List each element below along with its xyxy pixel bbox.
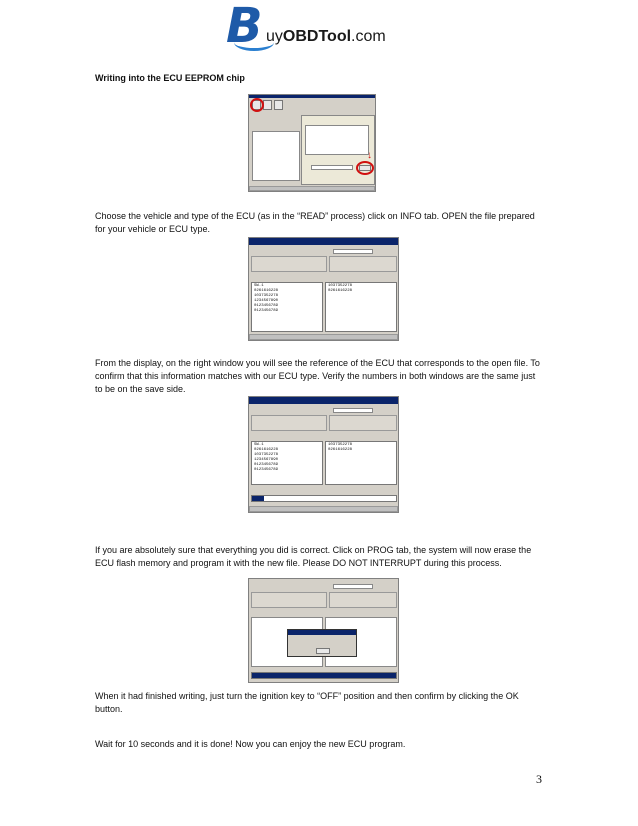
logo-text-domain: .com (351, 28, 386, 45)
red-arrow-icon: ↓ (367, 150, 372, 161)
logo-text-uy: uy (266, 28, 283, 45)
page-number: 3 (536, 772, 542, 786)
ok-button (316, 648, 330, 654)
ecu-info-list-left: SW.1 0261616228 1037352278 1234567890 0123456789 0123456789 (251, 441, 323, 485)
finish-dialog (287, 629, 357, 657)
ecu-info-list-left: SW.1 0261616228 1037352278 1234567890 0123456789 0123456789 (251, 282, 323, 332)
info-group (329, 256, 397, 272)
info-group (329, 592, 397, 608)
screenshot-info-compare (248, 237, 399, 341)
list-pane (252, 131, 300, 181)
ecu-info-list-right: 1037352278 0261616228 (325, 282, 397, 332)
programming-progress-bar (251, 495, 397, 502)
info-group (329, 415, 397, 431)
progress-fill (252, 673, 396, 678)
status-bar (249, 506, 398, 512)
toolbar-button (274, 100, 283, 110)
dialog-titlebar (288, 630, 356, 635)
window-titlebar (249, 397, 398, 404)
paragraph-prog-warning: If you are absolutely sure that everything you did is correct. Click on PROG tab, the system will now erase the ECU flash memory and program it with the new file. Please DO NOT INTERRUPT during this process. (95, 545, 532, 568)
vehicle-selector (333, 249, 373, 254)
logo-text (266, 28, 386, 46)
options-group (251, 415, 327, 431)
programming-progress-bar (251, 672, 397, 679)
paragraph-choose-vehicle: Choose the vehicle and type of the ECU (as in the “READ” process) click on INFO tab. OPEN the file prepared for your vehicle or ECU type. (95, 211, 535, 234)
vehicle-selector (333, 584, 373, 589)
window-titlebar (249, 238, 398, 245)
options-group (251, 256, 327, 272)
paragraph-confirm-info: From the display, on the right window you will see the reference of the ECU that corresponds to the open file. To confirm that this information matches with our ECU type. Verify the numbers in both windows are the same just to be on the save side. (95, 358, 540, 394)
window-titlebar (249, 95, 375, 98)
ecu-info-list-right: 1037352278 0261616228 (325, 441, 397, 485)
file-list (305, 125, 369, 155)
status-bar (249, 334, 398, 340)
screenshot-programming-progress (248, 396, 399, 513)
screenshot-programming-done (248, 578, 399, 683)
paragraph-wait: Wait for 10 seconds and it is done! Now you can enjoy the new ECU program. (95, 739, 406, 749)
screenshot-info-open (248, 94, 376, 192)
paragraph-finish: When it had finished writing, just turn the ignition key to “OFF” position and then confirm by clicking the OK button. (95, 691, 519, 714)
buyobdtool-logo (226, 0, 416, 54)
highlight-circle (250, 98, 264, 112)
status-bar (249, 186, 375, 191)
options-group (251, 592, 327, 608)
logo-text-brand: OBDTool (282, 28, 352, 45)
vehicle-selector (333, 408, 373, 413)
progress-fill (252, 496, 264, 501)
toolbar-button (263, 100, 272, 110)
highlight-circle (356, 161, 374, 175)
file-name-field (311, 165, 353, 170)
logo-letter-b: B (226, 0, 263, 54)
section-heading: Writing into the ECU EEPROM chip (95, 73, 245, 83)
